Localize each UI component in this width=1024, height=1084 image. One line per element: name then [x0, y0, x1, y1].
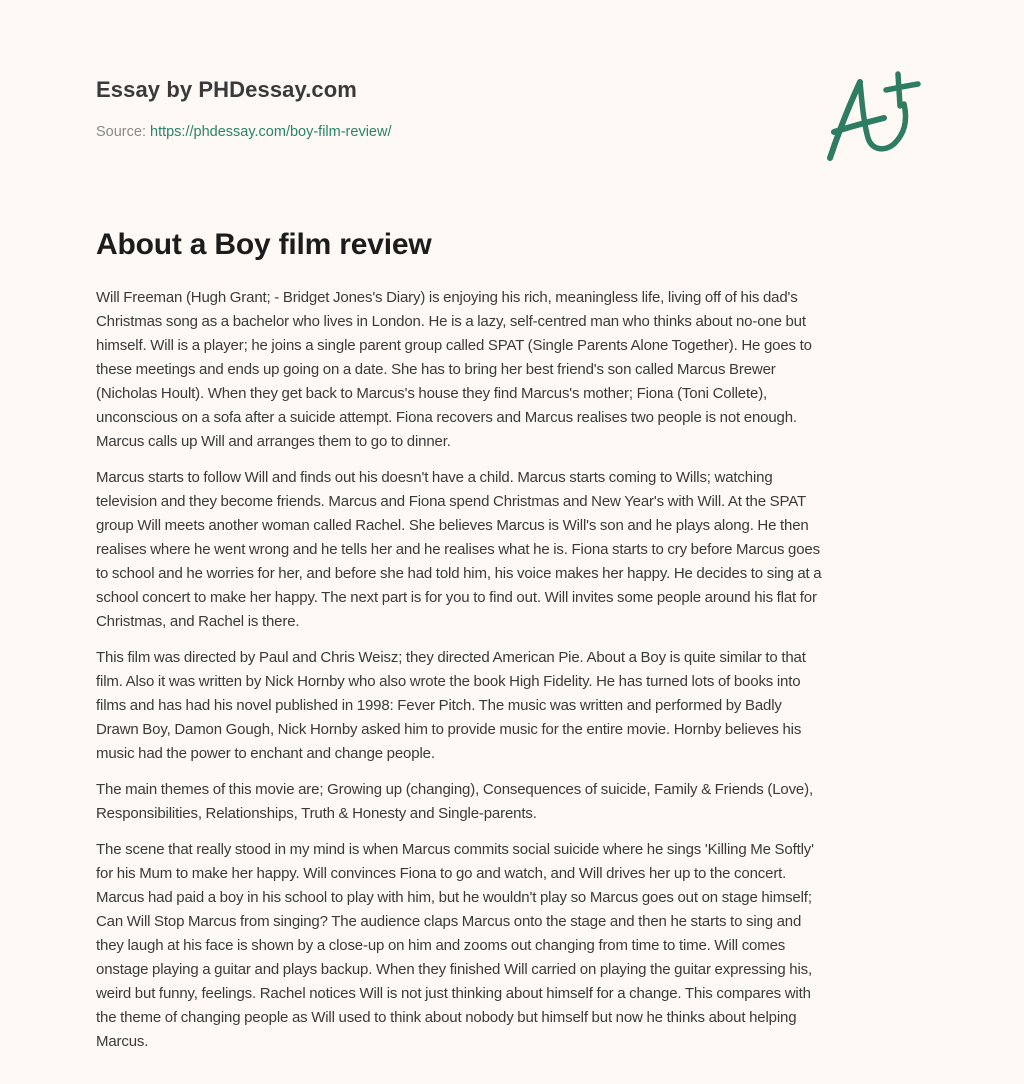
paragraph-line: The scene that really stood in my mind is when Marcus commits social suicide where he sings 'Killing Me Softly': [96, 841, 814, 858]
source-link[interactable]: https://phdessay.com/boy-film-review/: [150, 124, 392, 140]
article-paragraph: [96, 778, 928, 826]
article-paragraph: [96, 286, 928, 454]
paragraph-line: films and has had his novel published in 1998: Fever Pitch. The music was written and performed by Badly: [96, 697, 782, 714]
source-label: Source:: [96, 124, 150, 140]
paragraph-line: unconscious on a sofa after a suicide attempt. Fiona recovers and Marcus realises two people is not enough.: [96, 409, 797, 426]
essay-article: [96, 226, 928, 1066]
paragraph-line: onstage playing a guitar and plays backup. When they finished Will carried on playing the guitar expressing his,: [96, 961, 813, 978]
paragraph-line: The main themes of this movie are; Growing up (changing), Consequences of suicide, Family & Friends (Love),: [96, 781, 813, 798]
paragraph-line: Marcus starts to follow Will and finds out his doesn't have a child. Marcus starts coming to Wills; watching: [96, 469, 773, 486]
paragraph-line: they laugh at his face is shown by a close-up on him and zooms out changing from time to time. Will comes: [96, 937, 786, 954]
paragraph-line: film. Also it was written by Nick Hornby who also wrote the book High Fidelity. He has turned lots of books into: [96, 673, 801, 690]
a-plus-grade-icon: [822, 64, 932, 164]
paragraph-line: group Will meets another woman called Rachel. She believes Marcus is Will's son and he plays along. He then: [96, 517, 809, 534]
article-paragraph: [96, 646, 928, 766]
article-paragraph: [96, 466, 928, 634]
paragraph-line: Christmas song as a bachelor who lives in London. He is a lazy, self-centred man who thinks about no-one but: [96, 313, 806, 330]
paragraph-line: himself. Will is a player; he joins a single parent group called SPAT (Single Parents Alone Together). He goes to: [96, 337, 812, 354]
essay-header: [96, 74, 796, 142]
paragraph-line: Christmas, and Rachel is there.: [96, 613, 300, 630]
paragraph-line: Drawn Boy, Damon Gough, Nick Hornby asked him to provide music for the entire movie. Hornby believes his: [96, 721, 802, 738]
paragraph-line: realises where he went wrong and he tells her and he realises what he is. Fiona starts to cry before Marcus goes: [96, 541, 820, 558]
paragraph-line: Marcus.: [96, 1033, 149, 1050]
paragraph-line: these meetings and ends up going on a date. She has to bring her best friend's son called Marcus Brewer: [96, 361, 776, 378]
article-paragraph: [96, 838, 928, 1054]
paragraph-line: television and they become friends. Marcus and Fiona spend Christmas and New Year's with Will. At the SPAT: [96, 493, 806, 510]
paragraph-line: Marcus calls up Will and arranges them to go to dinner.: [96, 433, 451, 450]
paragraph-line: Will Freeman (Hugh Grant; - Bridget Jones's Diary) is enjoying his rich, meaningless life, living off of his dad's: [96, 289, 798, 306]
paragraph-line: school concert to make her happy. The next part is for you to find out. Will invites some people around his flat for: [96, 589, 817, 606]
paragraph-line: music had the power to enchant and change people.: [96, 745, 435, 762]
paragraph-line: to school and he worries for her, and before she had told him, his voice makes her happy. He decides to sing at a: [96, 565, 822, 582]
paragraph-line: weird but funny, feelings. Rachel notices Will is not just thinking about himself for a change. This compares with: [96, 985, 811, 1002]
paragraph-line: for his Mum to make her happy. Will convinces Fiona to go and watch, and Will drives her up to the concert.: [96, 865, 787, 882]
paragraph-line: This film was directed by Paul and Chris Weisz; they directed American Pie. About a Boy is quite similar to that: [96, 649, 806, 666]
paragraph-line: (Nicholas Hoult). When they get back to Marcus's house they find Marcus's mother; Fiona (Toni Collete),: [96, 385, 768, 402]
paragraph-line: Marcus had paid a boy in his school to play with him, but he wouldn't play so Marcus goes out on stage himself;: [96, 889, 812, 906]
article-body: [96, 286, 928, 1054]
article-title: About a Boy film review: [96, 228, 432, 261]
paragraph-line: Can Will Stop Marcus from singing? The audience claps Marcus onto the stage and then he starts to sing and: [96, 913, 802, 930]
paragraph-line: the theme of changing people as Will used to think about nobody but himself but now he thinks about helping: [96, 1009, 797, 1026]
site-title: Essay by PHDessay.com: [96, 77, 357, 102]
source-line: [96, 122, 796, 142]
paragraph-line: Responsibilities, Relationships, Truth & Honesty and Single-parents.: [96, 805, 537, 822]
